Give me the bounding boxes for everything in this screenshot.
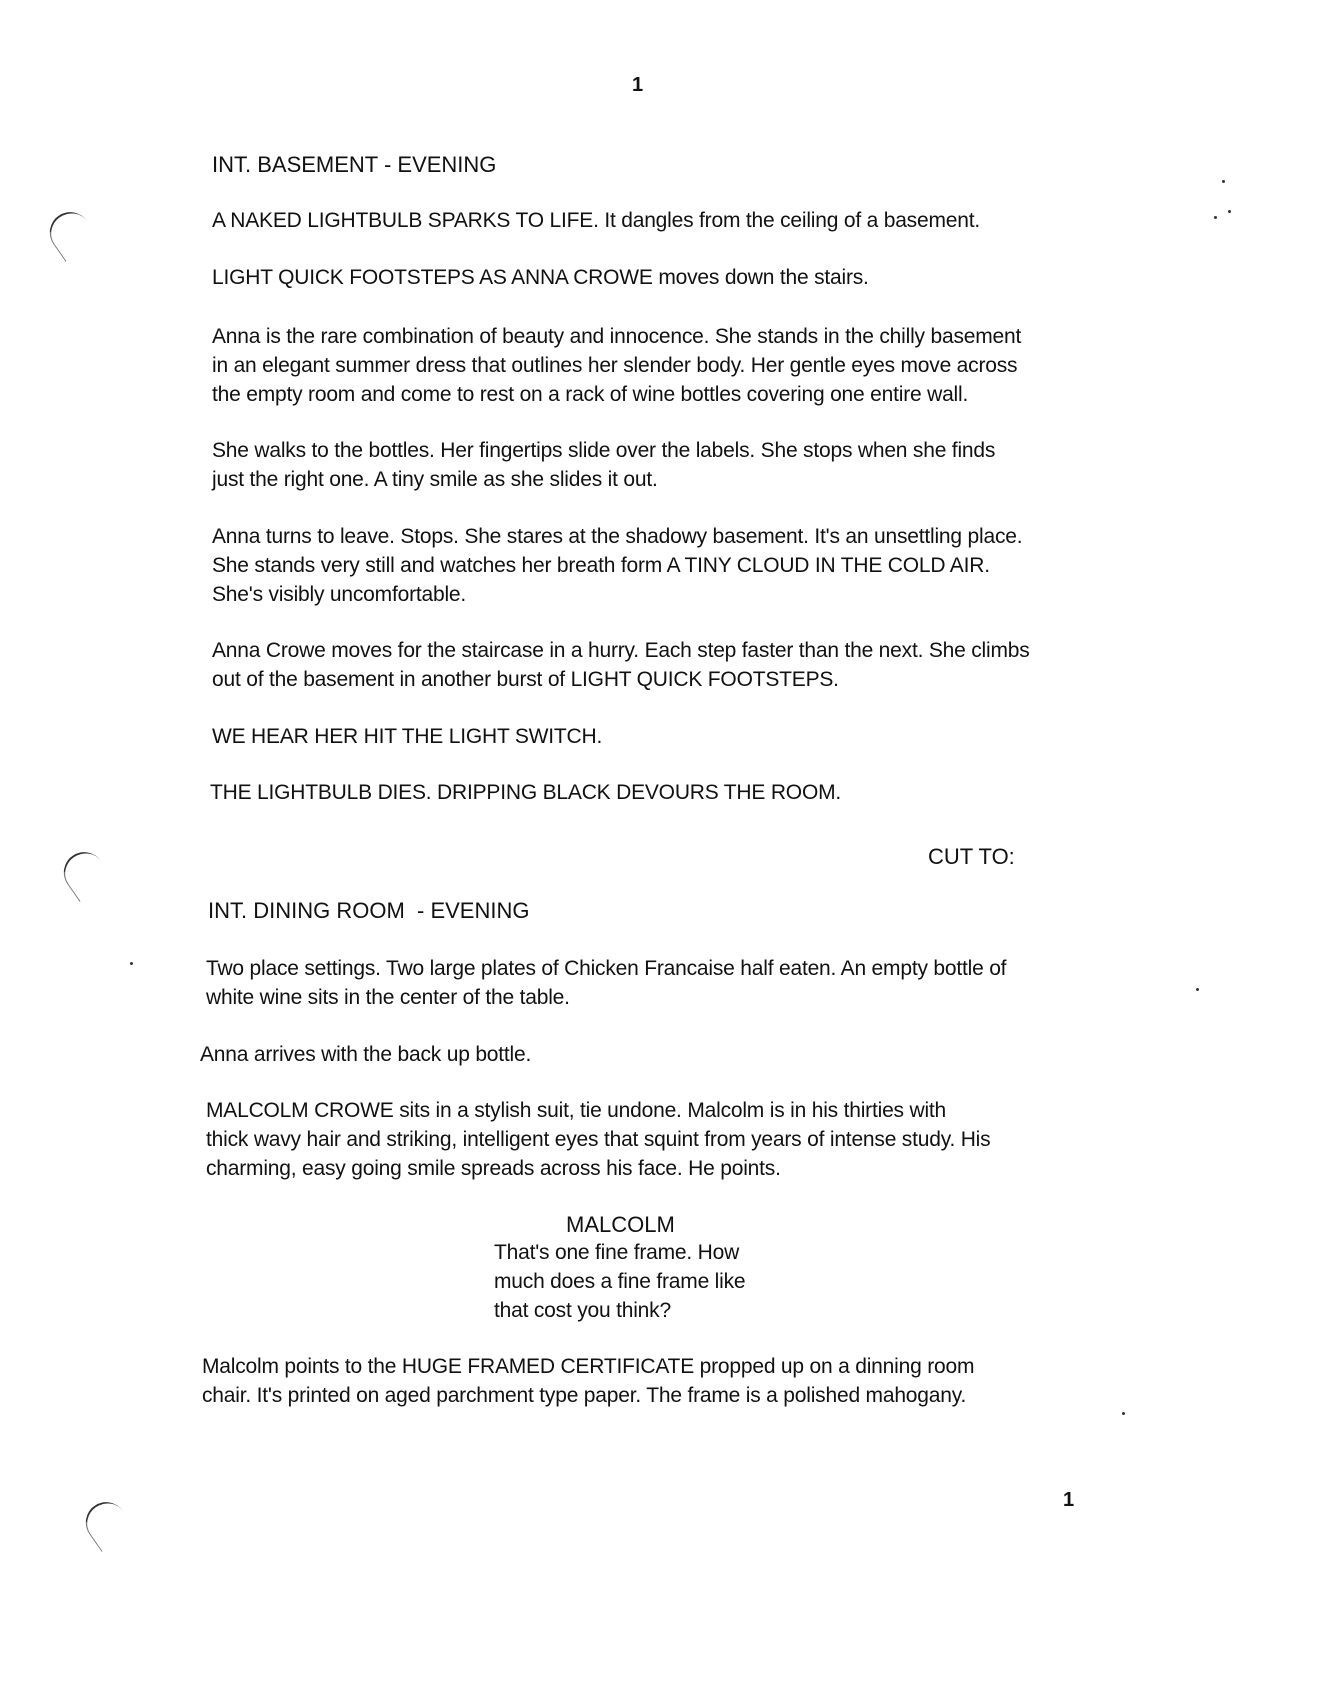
action-certificate: Malcolm points to the HUGE FRAMED CERTIFICATE propped up on a dinning room chair. It's printed on aged parchment type paper. The frame is a polished mahogany. bbox=[202, 1355, 975, 1407]
character-name-malcolm: MALCOLM bbox=[566, 1212, 675, 1237]
hole-punch-mark-bottom bbox=[78, 1494, 136, 1552]
action-anna-arrives: Anna arrives with the back up bottle. bbox=[200, 1043, 532, 1066]
scan-speck bbox=[1222, 180, 1225, 183]
scan-speck bbox=[1228, 210, 1231, 213]
scene-heading-dining-room: INT. DINING ROOM - EVENING bbox=[208, 898, 530, 923]
action-anna-turns: Anna turns to leave. Stops. She stares at the shadowy basement. It's an unsettling place. She stands very still and watches her breath form A TINY CLOUD IN THE COLD AIR. She's visibly uncomfortable. bbox=[212, 525, 1023, 606]
action-malcolm-description: MALCOLM CROWE sits in a stylish suit, tie undone. Malcolm is in his thirties with thick wavy hair and striking, intelligent eyes that squint from years of intense study. His charming, easy going smile spreads across his face. He points. bbox=[206, 1099, 991, 1180]
scan-speck bbox=[1196, 988, 1199, 991]
page-number-top: 1 bbox=[632, 74, 644, 96]
page-number-bottom: 1 bbox=[1063, 1489, 1075, 1511]
dialogue-malcolm: That's one fine frame. How much does a fine frame like that cost you think? bbox=[494, 1241, 746, 1322]
transition-cut-to: CUT TO: bbox=[928, 844, 1015, 869]
hole-punch-mark-middle bbox=[56, 844, 114, 902]
scene-heading-basement: INT. BASEMENT - EVENING bbox=[212, 152, 497, 177]
scan-speck bbox=[1214, 216, 1217, 219]
action-place-settings: Two place settings. Two large plates of Chicken Francaise half eaten. An empty bottle of white wine sits in the center of the table. bbox=[206, 957, 1007, 1009]
action-bottles: She walks to the bottles. Her fingertips slide over the labels. She stops when she finds just the right one. A tiny smile as she slides it out. bbox=[212, 439, 996, 491]
action-lightbulb-dies: THE LIGHTBULB DIES. DRIPPING BLACK DEVOURS THE ROOM. bbox=[210, 781, 842, 804]
scan-speck bbox=[1122, 1412, 1125, 1415]
hole-punch-mark-top bbox=[42, 204, 100, 262]
scan-speck bbox=[130, 962, 133, 965]
action-anna-description: Anna is the rare combination of beauty and innocence. She stands in the chilly basement in an elegant summer dress that outlines her slender body. Her gentle eyes move across the empty room and come to rest on a rack of wine bottles covering one entire wall. bbox=[212, 325, 1022, 406]
action-lightbulb: A NAKED LIGHTBULB SPARKS TO LIFE. It dangles from the ceiling of a basement. bbox=[212, 209, 980, 232]
action-footsteps: LIGHT QUICK FOOTSTEPS AS ANNA CROWE moves down the stairs. bbox=[212, 266, 869, 289]
action-light-switch: WE HEAR HER HIT THE LIGHT SWITCH. bbox=[212, 725, 603, 748]
action-staircase: Anna Crowe moves for the staircase in a hurry. Each step faster than the next. She climbs out of the basement in another burst of LIGHT QUICK FOOTSTEPS. bbox=[212, 639, 1030, 691]
